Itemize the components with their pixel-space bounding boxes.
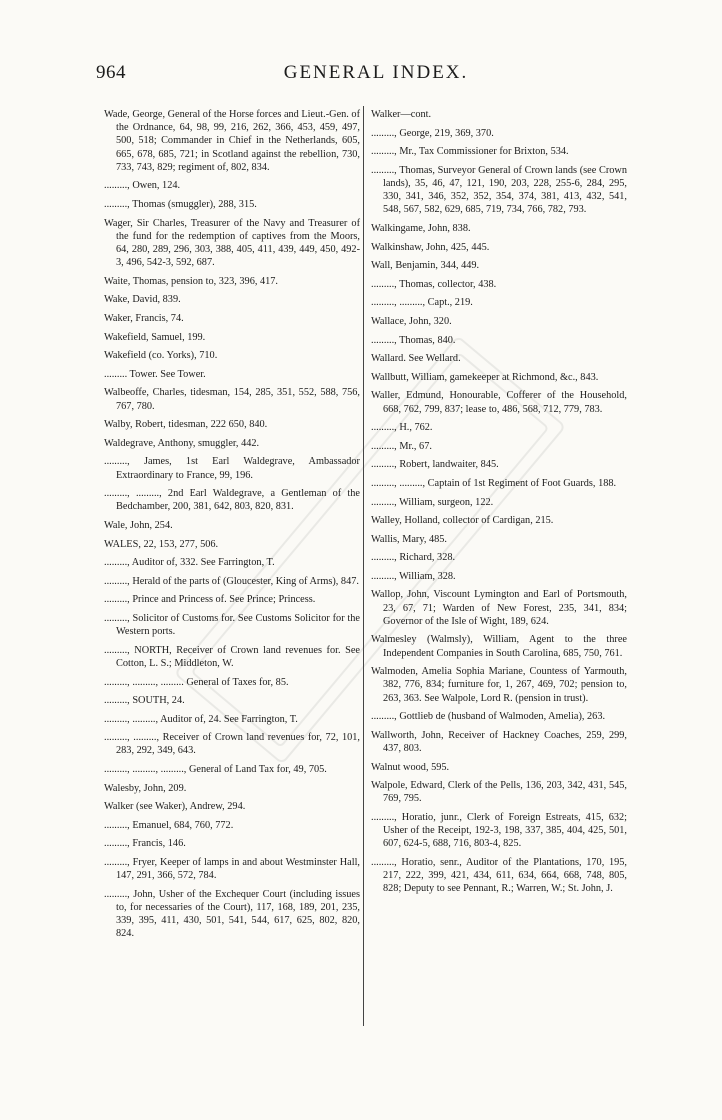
index-entry: ........., ........., ........., General of Land Tax for, 49, 705.: [104, 764, 327, 776]
index-entry: Walmoden, Amelia Sophia Mariane, Countess of Yarmouth, 382, 776, 834; furniture for, 1, 267, 469, 702; pension to, 263, 363. See Walpole, Lord R. (pension in trust).: [371, 666, 627, 704]
index-entry: Wakefield (co. Yorks), 710.: [104, 350, 218, 362]
index-entry: ........., Auditor of, 332. See Farrington, T.: [104, 557, 275, 569]
index-entry: Waker, Francis, 74.: [104, 312, 184, 324]
index-entry: ........., Francis, 146.: [104, 838, 186, 850]
index-entry: Waite, Thomas, pension to, 323, 396, 417.: [104, 275, 279, 287]
index-entry: ........., George, 219, 369, 370.: [371, 127, 494, 139]
index-entry: ........., Emanuel, 684, 760, 772.: [104, 819, 234, 831]
index-entry: Walesby, John, 209.: [104, 782, 187, 794]
index-entry: ........., H., 762.: [371, 422, 433, 434]
index-entry: ........., ........., Capt., 219.: [371, 297, 473, 309]
index-entry: ........., Mr., Tax Commissioner for Brixton, 534.: [371, 146, 569, 158]
running-title: GENERAL INDEX.: [283, 62, 469, 83]
index-entry: Walker (see Waker), Andrew, 294.: [104, 801, 246, 813]
index-entry: ........., Mr., 67.: [371, 440, 432, 452]
index-entry: Wallbutt, William, gamekeeper at Richmond, &c., 843.: [371, 371, 599, 383]
index-entry: ........., Gottlieb de (husband of Walmoden, Amelia), 263.: [371, 711, 606, 723]
index-entry: ........., SOUTH, 24.: [104, 695, 185, 707]
index-entry: ........., ........., ......... General of Taxes for, 85.: [104, 676, 289, 688]
index-column-left: [104, 108, 360, 946]
index-entry: Walpole, Edward, Clerk of the Pells, 136, 203, 342, 431, 545, 769, 795.: [371, 780, 627, 805]
index-entry: ........., James, 1st Earl Waldegrave, Ambassador Extraordinary to France, 99, 196.: [104, 456, 360, 481]
index-entry: Walbeoffe, Charles, tidesman, 154, 285, 351, 552, 588, 756, 767, 780.: [104, 387, 360, 412]
index-entry: Wallis, Mary, 485.: [371, 533, 448, 545]
index-entry: Wallace, John, 320.: [371, 315, 452, 327]
index-entry: Wakefield, Samuel, 199.: [104, 331, 206, 343]
index-entry: ........., Thomas, Surveyor General of Crown lands (see Crown lands), 35, 46, 47, 121, 190, 203, 228, 255-6, 284, 295, 330, 341, 346, 352, 352, 354, 374, 381, 413, 432, 541, 548, 567, 582, 629, 685, 719, 734, 766, 782, 793.: [371, 164, 627, 216]
index-entry-heading: WALES, 22, 153, 277, 506.: [104, 538, 219, 550]
page-number: 964: [96, 62, 126, 83]
index-entry: Walnut wood, 595.: [371, 761, 450, 773]
index-entry: ........., Solicitor of Customs for. See Customs Solicitor for the Western ports.: [104, 612, 360, 638]
index-entry: Wale, John, 254.: [104, 519, 173, 531]
index-entry: Wallard. See Wellard.: [371, 353, 461, 365]
index-entry: ........., Horatio, junr., Clerk of Foreign Estreats, 415, 632; Usher of the Receipt, 192-3, 198, 337, 385, 404, 425, 501, 607, 624-5, 688, 716, 803-4, 825.: [371, 812, 627, 850]
index-entry: Walkinshaw, John, 425, 445.: [371, 241, 490, 253]
index-entry: Walby, Robert, tidesman, 222 650, 840.: [104, 419, 268, 431]
index-entry: Waldegrave, Anthony, smuggler, 442.: [104, 437, 260, 449]
index-entry: Waller, Edmund, Honourable, Cofferer of the Household, 668, 762, 799, 837; lease to, 486, 568, 712, 779, 783.: [371, 390, 627, 415]
index-entry: ........., ........., 2nd Earl Waldegrave, a Gentleman of the Bedchamber, 200, 381, 642, 803, 820, 831.: [104, 488, 360, 513]
index-entry: ........., ........., Captain of 1st Regiment of Foot Guards, 188.: [371, 477, 617, 489]
index-entry: Walley, Holland, collector of Cardigan, 215.: [371, 515, 554, 527]
index-entry: ........., Thomas, collector, 438.: [371, 278, 497, 290]
index-entry: ........., Fryer, Keeper of lamps in and about Westminster Hall, 147, 291, 366, 572, 784.: [104, 857, 360, 882]
index-entry: ........., NORTH, Receiver of Crown land revenues for. See Cotton, L. S.; Middleton, W.: [104, 644, 360, 669]
index-entry: Wallop, John, Viscount Lymington and Earl of Portsmouth, 23, 67, 71; Warden of New Forest, 235, 341, 834; Governor of the Isle of Wight, 189, 624.: [371, 589, 627, 627]
index-entry: ........., Thomas (smuggler), 288, 315.: [104, 199, 257, 210]
index-entry: ........., Richard, 328.: [371, 552, 456, 564]
page-header: [96, 62, 656, 86]
index-entry: ........., William, surgeon, 122.: [371, 496, 494, 508]
index-entry: Wall, Benjamin, 344, 449.: [371, 260, 480, 272]
index-entry: ........., John, Usher of the Exchequer Court (including issues to, for necessaries of the Court), 117, 168, 189, 201, 235, 339, 395, 411, 430, 501, 541, 544, 617, 625, 802, 820, 824.: [104, 888, 360, 940]
index-entry: ........., ........., Auditor of, 24. See Farrington, T.: [104, 713, 298, 725]
index-entry: ........., Herald of the parts of (Gloucester, King of Arms), 847.: [104, 575, 359, 587]
index-entry: ........., ........., Receiver of Crown land revenues for, 72, 101, 283, 292, 349, 643.: [104, 732, 360, 757]
index-entry: ........., Prince and Princess of. See Prince; Princess.: [104, 594, 316, 606]
index-entry: ........., Robert, landwaiter, 845.: [371, 459, 499, 471]
index-entry: ......... Tower. See Tower.: [104, 368, 206, 380]
index-entry: Wade, George, General of the Horse forces and Lieut.-Gen. of the Ordnance, 64, 98, 99, 216, 262, 366, 453, 459, 497, 500, 518; Commander in Chief in the Netherlands, 605, 665, 678, 685, 721; in Scotland against the rebellion, 730, 733, 743, 829; regiment of, 802, 834.: [104, 109, 361, 173]
index-entry: ........., Horatio, senr., Auditor of the Plantations, 170, 195, 217, 222, 399, 421, 434, 611, 634, 664, 668, 748, 805, 828; Deputy to see Pennant, R.; Warren, W.; St. John, J.: [371, 857, 627, 895]
index-entry: ........., Thomas, 840.: [371, 334, 456, 346]
index-entry: ........., William, 328.: [371, 570, 456, 582]
index-entry: ........., Owen, 124.: [104, 180, 181, 192]
index-entry: Walmesley (Walmsly), William, Agent to the three Independent Companies in South Carolina, 685, 750, 761.: [371, 634, 627, 659]
index-entry: Wager, Sir Charles, Treasurer of the Navy and Treasurer of the fund for the redemption of captives from the Moors, 64, 280, 289, 296, 303, 388, 405, 411, 439, 449, 450, 492-3, 496, 542-3, 592, 687.: [104, 217, 360, 269]
index-column-right: [371, 108, 627, 901]
index-entry: Wake, David, 839.: [104, 294, 181, 306]
index-entry: Wallworth, John, Receiver of Hackney Coaches, 259, 299, 437, 803.: [371, 729, 627, 755]
index-entry: Walker—cont.: [371, 109, 432, 120]
column-divider: [363, 106, 364, 1026]
index-entry: Walkingame, John, 838.: [371, 222, 471, 234]
